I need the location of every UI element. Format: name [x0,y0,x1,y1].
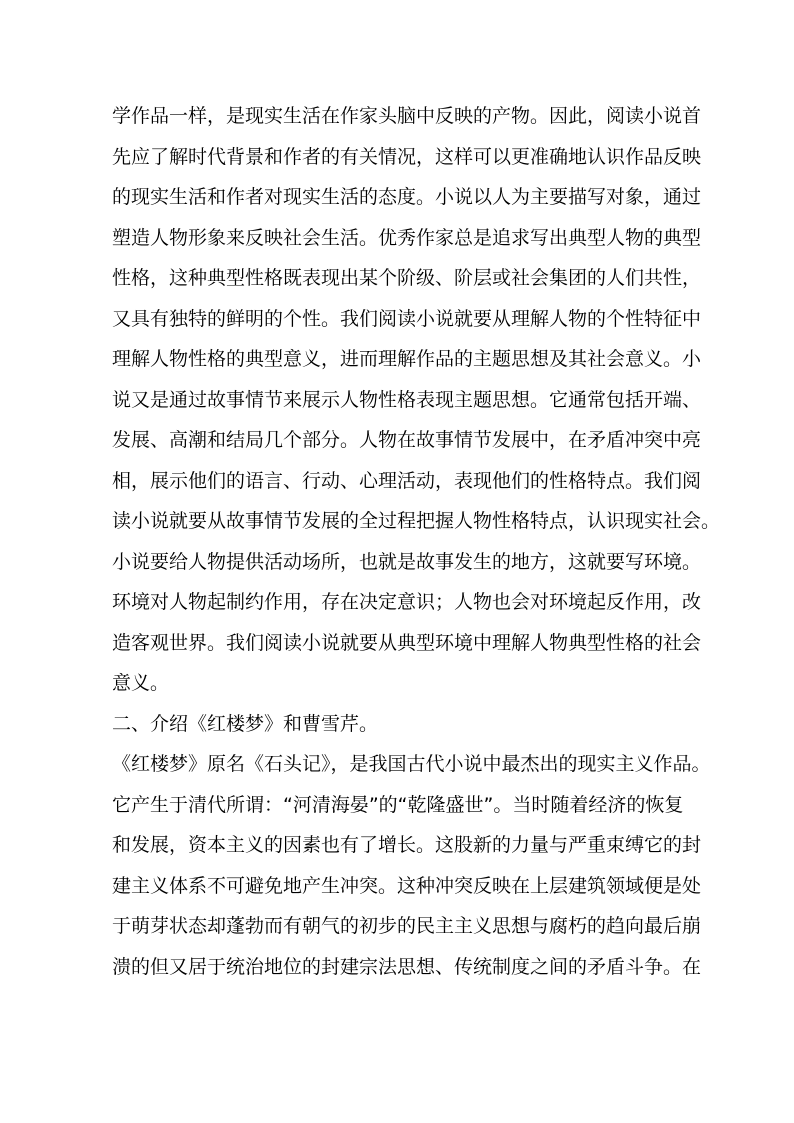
text-line: 它产生于清代所谓：“河清海晏”的“乾隆盛世”。当时随着经济的恢复 [112,793,684,816]
text-line: 理解人物性格的典型意义，进而理解作品的主题思想及其社会意义。小 [112,348,702,370]
text-line: 和发展，资本主义的因素也有了增长。这股新的力量与严重束缚它的封 [112,834,702,856]
text-line: 《红楼梦》原名《石头记》，是我国古代小说中最杰出的现实主义作品。 [112,753,711,775]
text-line: 相，展示他们的语言、行动、心理活动，表现他们的性格特点。我们阅 [112,469,702,492]
text-line: 溃的但又居于统治地位的封建宗法思想、传统制度之间的矛盾斗争。在 [112,955,702,978]
text-line: 的现实生活和作者对现实生活的态度。小说以人为主要描写对象，通过 [112,186,702,208]
text-line: 小说要给人物提供活动场所，也就是故事发生的地方，这就要写环境。 [112,550,702,573]
section-heading: 二、介绍《红楼梦》和曹雪芹。 [112,712,379,735]
text-line: 于萌芽状态却蓬勃而有朝气的初步的民主主义思想与腐朽的趋向最后崩 [112,915,702,937]
text-line: 又具有独特的鲜明的个性。我们阅读小说就要从理解人物的个性特征中 [112,307,702,330]
text-line: 环境对人物起制约作用，存在决定意识；人物也会对环境起反作用，改 [112,591,702,613]
text-line: 造客观世界。我们阅读小说就要从典型环境中理解人物典型性格的社会 [112,631,702,654]
text-line: 学作品一样，是现实生活在作家头脑中反映的产物。因此，阅读小说首 [112,105,702,127]
text-line: 发展、高潮和结局几个部分。人物在故事情节发展中，在矛盾冲突中亮 [112,429,702,451]
text-line: 意义。 [112,672,170,694]
text-line: 读小说就要从故事情节发展的全过程把握人物性格特点，认识现实社会。 [112,510,721,532]
body-text [112,96,721,987]
text-line: 说又是通过故事情节来展示人物性格表现主题思想。它通常包括开端、 [112,388,702,411]
text-line: 性格，这种典型性格既表现出某个阶级、阶层或社会集团的人们共性， [112,267,702,289]
text-line: 建主义体系不可避免地产生冲突。这种冲突反映在上层建筑领域便是处 [112,874,702,897]
text-line: 先应了解时代背景和作者的有关情况，这样可以更准确地认识作品反映 [112,145,702,168]
text-line: 塑造人物形象来反映社会生活。优秀作家总是追求写出典型人物的典型 [112,226,702,249]
